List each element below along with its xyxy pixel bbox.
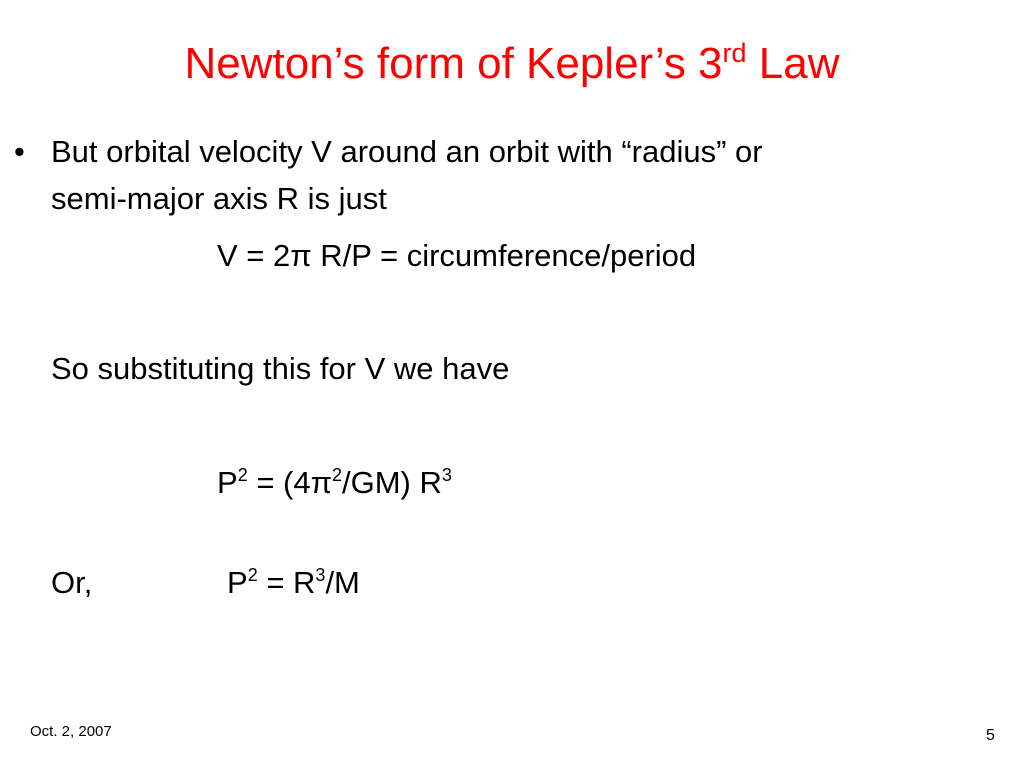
simplified-eq-tail: /M [325,565,360,600]
kepler-eq-p-exponent: 2 [237,465,248,485]
footer-date: Oct. 2, 2007 [30,723,112,740]
simplified-eq-mid: = R [257,565,316,600]
substituting-text: So substituting this for V we have [51,351,510,386]
kepler-eq-p: P [217,465,238,500]
title-ordinal-superscript: rd [722,38,747,68]
simplified-eq-r-exponent: 3 [315,565,326,585]
simplified-equation [227,561,360,605]
kepler-eq-gm: /GM) R [342,465,442,500]
page-number: 5 [986,727,995,744]
title-main-text: Newton’s form of Kepler’s 3 [184,39,723,88]
bullet-marker: • [14,134,25,169]
kepler-eq-mid: = (4π [247,465,332,500]
simplified-eq-p-exponent: 2 [247,565,258,585]
velocity-equation: V = 2π R/P = circumference/period [217,238,697,273]
kepler-eq-r-exponent: 3 [441,465,452,485]
kepler-equation [217,461,452,505]
title-tail-text: Law [746,39,840,88]
bullet-text-line-2: semi-major axis R is just [51,181,387,216]
kepler-eq-pi-exponent: 2 [331,465,342,485]
simplified-eq-p: P [227,565,248,600]
bullet-text-line-1: But orbital velocity V around an orbit with “radius” or [51,134,763,169]
or-label: Or, [51,565,93,600]
slide-title [0,36,1024,92]
